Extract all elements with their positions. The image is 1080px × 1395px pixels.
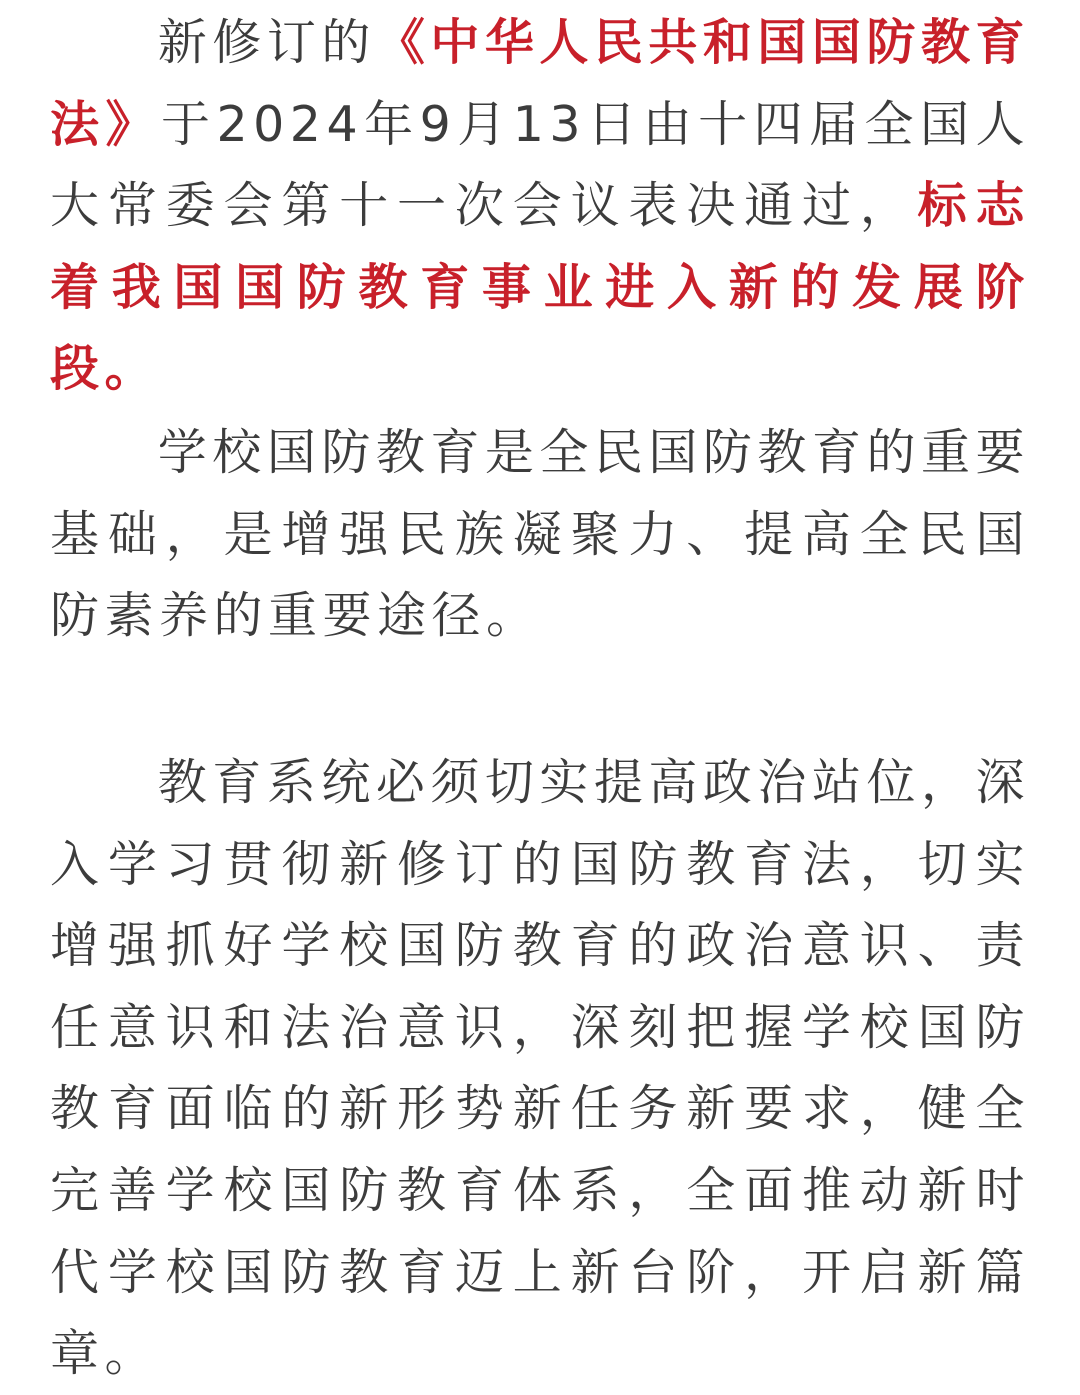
paragraph-law-passage	[50, 2, 1030, 410]
paragraph-school-defense-education: 学校国防教育是全民国防教育的重要基础，是增强民族凝聚力、提高全民国防素养的重要途径。	[50, 424, 1030, 645]
law-title-highlight: 《中华人民共和国国防教育法》	[50, 14, 1030, 153]
development-stage-highlight: 标志着我国国防教育事业进入新的发展阶段。	[50, 177, 1030, 398]
paragraph1-middle-text: 于2024年9月13日由十四届全国人大常委会第十一次会议表决通过，	[50, 95, 1030, 235]
paragraph1-lead-text: 新修订的	[157, 14, 376, 71]
paragraph-education-system-requirements: 教育系统必须切实提高政治站位，深入学习贯彻新修订的国防教育法，切实增强抓好学校国防教育的政治意识、责任意识和法治意识，深刻把握学校国防教育面临的新形势新任务新要求，健全完善学校国防教育体系，全面推动新时代学校国防教育迈上新台阶，开启新篇章。	[50, 754, 1030, 1383]
